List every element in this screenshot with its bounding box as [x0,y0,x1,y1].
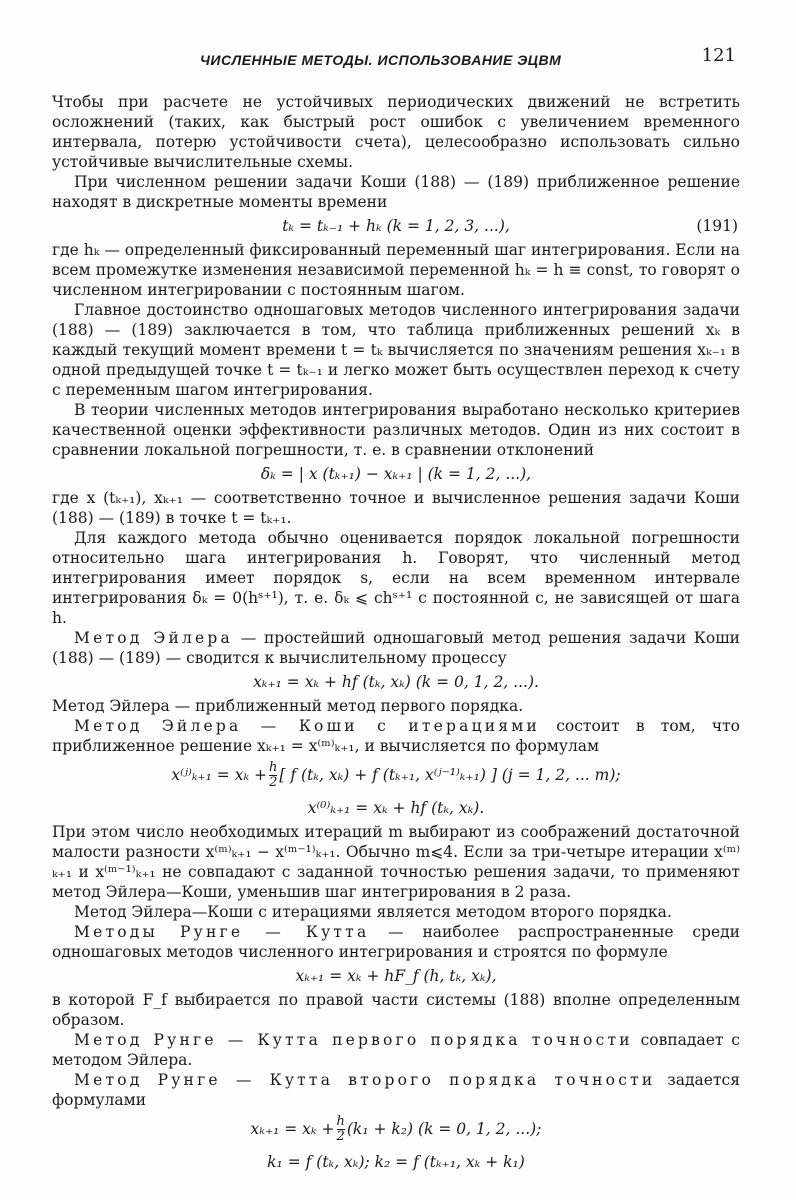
fraction [269,761,277,790]
page-body [52,92,740,1176]
paragraph-text: — наиболее распространенные среди одношаговых методов численного интегрирования и строятся по формуле [52,923,740,961]
paragraph: В теории численных методов интегрирования выработано несколько критериев качественной оценки эффективности различных методов. Один из них состоит в сравнении локальной погрешности, т. е. в сравнении отклонений [52,401,740,459]
equation-text: [ f (tₖ, xₖ) + f (tₖ₊₁, x⁽ʲ⁻¹⁾ₖ₊₁) ] (j = 1, 2, ... m); [279,766,621,784]
paragraph [52,1070,740,1110]
paragraph-text: состоит в том, что приближенное решение xₖ₊₁ = x⁽ᵐ⁾ₖ₊₁, и вычисляется по формулам [52,717,740,755]
running-title: ЧИСЛЕННЫЕ МЕТОДЫ. ИСПОЛЬЗОВАНИЕ ЭЦВМ [200,52,562,68]
paragraph [52,1030,740,1070]
term-euler: Метод Эйлера [74,629,233,647]
equation-runge-kutta [52,962,740,990]
fraction [337,1115,345,1144]
equation-euler [52,668,740,696]
paragraph: Метод Эйлера—Коши с итерациями является методом второго порядка. [74,903,672,921]
equation-text: xₖ₊₁ = xₖ + hF_f (h, tₖ, xₖ), [295,967,497,985]
paragraph-text: задается формулами [52,1071,740,1109]
fraction-denominator: 2 [269,774,278,790]
paragraph: При этом число необходимых итераций m выбирают из соображений достаточной малости разности x⁽ᵐ⁾ₖ₊₁ − x⁽ᵐ⁻¹⁾ₖ₊₁. Обычно m⩽4. Если за три-четыре итерации x⁽ᵐ⁾ₖ₊₁ и x⁽ᵐ⁻¹⁾ₖ₊₁ не совпадают с заданной точностью решения задачи, то применяют метод Эйлера—Коши, уменьшив шаг интегрирования в 2 раза. [52,823,740,901]
paragraph [52,922,740,962]
equation-text: xₖ₊₁ = xₖ + [250,1120,335,1138]
equation-text: x⁽ʲ⁾ₖ₊₁ = xₖ + [171,766,268,784]
paragraph: Метод Эйлера — приближенный метод первого порядка. [52,697,524,715]
paragraph: где hₖ — определенный фиксированный переменный шаг интегрирования. Если на всем промежутке изменения независимой переменной hₖ = h ≡ const, то говорят о численном интегрировании с постоянным шагом. [52,241,740,299]
equation-euler-cauchy-1 [52,756,740,794]
equation-text: x⁽⁰⁾ₖ₊₁ = xₖ + hf (tₖ, xₖ). [307,799,485,817]
term-rk1: Метод Рунге — Кутта первого порядка точности [74,1031,633,1049]
equation-text: δₖ = | x (tₖ₊₁) − xₖ₊₁ | (k = 1, 2, ...), [260,465,532,483]
equation-rk2-a [52,1110,740,1148]
paragraph: При численном решении задачи Коши (188) — (189) приближенное решение находят в дискретные моменты времени [52,173,740,211]
running-header [52,46,742,72]
equation-text: k₁ = f (tₖ, xₖ); k₂ = f (tₖ₊₁, xₖ + k₁) [267,1153,525,1171]
equation-rk2-b [52,1148,740,1176]
term-euler-cauchy: Метод Эйлера — Коши с итерациями [74,717,541,735]
term-rk2: Метод Рунге — Кутта второго порядка точности [74,1071,656,1089]
equation-delta [52,460,740,488]
equation-text: xₖ₊₁ = xₖ + hf (tₖ, xₖ) (k = 0, 1, 2, ...). [253,673,539,691]
equation-text: (k₁ + k₂) (k = 0, 1, 2, ...); [346,1120,542,1138]
paragraph: где x (tₖ₊₁), xₖ₊₁ — соответственно точное и вычисленное решения задачи Коши (188) — (189) в точке t = tₖ₊₁. [52,489,740,527]
paragraph: Для каждого метода обычно оценивается порядок локальной погрешности относительно шага интегрирования h. Говорят, что численный метод интегрирования имеет порядок s, если на всем временном интервале интегрирования δₖ = 0(hˢ⁺¹), т. е. δₖ ⩽ chˢ⁺¹ с постоянной c, не зависящей от шага h. [52,529,740,627]
paragraph: Чтобы при расчете не устойчивых периодических движений не встретить осложнений (таких, как быстрый рост ошибок с увеличением временного интервала, потерю устойчивости счета), целесообразно использовать сильно устойчивые вычислительные схемы. [52,93,740,171]
page-number: 121 [701,45,736,66]
paragraph: Главное достоинство одношаговых методов численного интегрирования задачи (188) — (189) заключается в том, что таблица приближенных решений xₖ в каждый текущий момент времени t = tₖ вычисляется по значениям решения xₖ₋₁ в одной предыдущей точке t = tₖ₋₁ и легко может быть осуществлен переход к счету с переменным шагом интегрирования. [52,301,740,399]
term-runge-kutta: Методы Рунге — Кутта [74,923,370,941]
equation-text: tₖ = tₖ₋₁ + hₖ (k = 1, 2, 3, ...), [282,217,510,235]
fraction-denominator: 2 [336,1128,345,1144]
equation-191 [52,212,740,240]
equation-number: (191) [696,217,738,235]
paragraph: в которой F_f выбирается по правой части системы (188) вполне определенным образом. [52,991,740,1029]
fraction-numerator: h [269,759,278,775]
paragraph-text: — простейший одношаговый метод решения задачи Коши (188) — (189) — сводится к вычислительному процессу [52,629,740,667]
paragraph [52,716,740,756]
equation-euler-cauchy-2 [52,794,740,822]
paragraph-text: совпадает с методом Эйлера. [52,1031,740,1069]
paragraph [52,628,740,668]
fraction-numerator: h [336,1113,345,1129]
